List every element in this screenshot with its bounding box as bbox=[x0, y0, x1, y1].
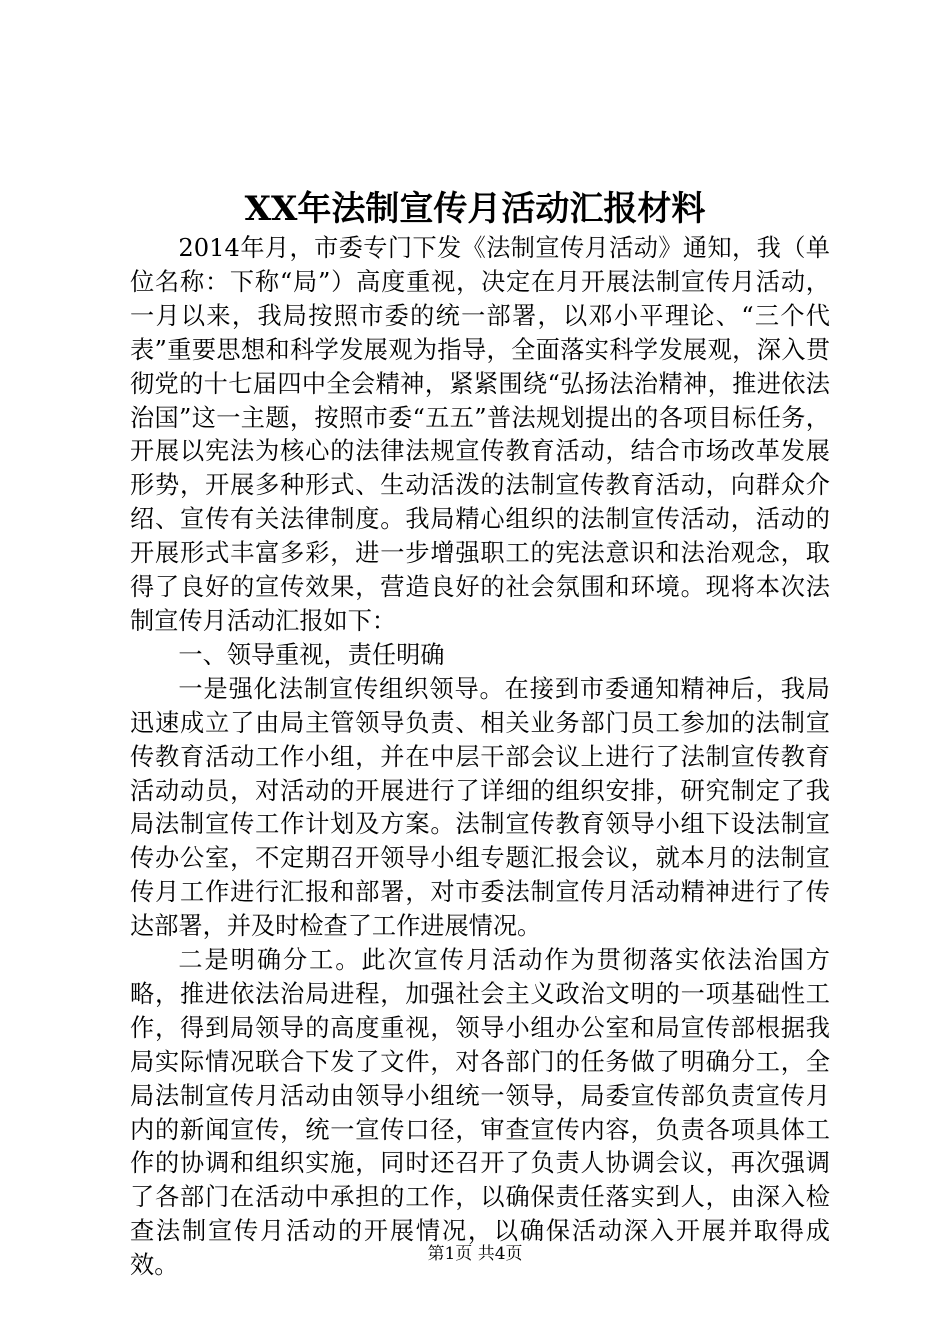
page-number-footer: 第1页 共4页 bbox=[427, 1244, 523, 1264]
document-body bbox=[130, 232, 830, 1283]
paragraph-intro: 2014年月，市委专门下发《法制宣传月活动》通知，我（单位名称：下称“局”）高度重视，决定在月开展法制宣传月活动，一月以来，我局按照市委的统一部署，以邓小平理论、“三个代表”重要思想和科学发展观为指导，全面落实科学发展观，深入贯彻党的十七届四中全会精神，紧紧围绕“弘扬法治精神，推进依法治国”这一主题，按照市委“五五”普法规划提出的各项目标任务，开展以宪法为核心的法律法规宣传教育活动，结合市场改革发展形势，开展多种形式、生动活泼的法制宣传教育活动，向群众介绍、宣传有关法律制度。我局精心组织的法制宣传活动，活动的开展形式丰富多彩，进一步增强职工的宪法意识和法治观念，取得了良好的宣传效果，营造良好的社会氛围和环境。现将本次法制宣传月活动汇报如下： bbox=[130, 234, 830, 635]
document-title: XX年法制宣传月活动汇报材料 bbox=[244, 189, 706, 229]
section-heading-1: 一、领导重视，责任明确 bbox=[178, 640, 445, 669]
paragraph-organization: 一是强化法制宣传组织领导。在接到市委通知精神后，我局迅速成立了由局主管领导负责、相关业务部门员工参加的法制宣传教育活动工作小组，并在中层干部会议上进行了法制宣传教育活动动员，对活动的开展进行了详细的组织安排，研究制定了我局法制宣传工作计划及方案。法制宣传教育领导小组下设法制宣传办公室，不定期召开领导小组专题汇报会议，就本月的法制宣传月工作进行汇报和部署，对市委法制宣传月活动精神进行了传达部署，并及时检查了工作进展情况。 bbox=[130, 674, 830, 941]
paragraph-division-of-work: 二是明确分工。此次宣传月活动作为贯彻落实依法治国方略，推进依法治局进程，加强社会主义政治文明的一项基础性工作，得到局领导的高度重视，领导小组办公室和局宣传部根据我局实际情况联合下发了文件，对各部门的任务做了明确分工，全局法制宣传月活动由领导小组统一领导，局委宣传部负责宣传月内的新闻宣传，统一宣传口径，审查宣传内容，负责各项具体工作的协调和组织实施，同时还召开了负责人协调会议，再次强调了各部门在活动中承担的工作，以确保责任落实到人，由深入检查法制宣传月活动的开展情况，以确保活动深入开展并取得成效。 bbox=[130, 946, 830, 1280]
